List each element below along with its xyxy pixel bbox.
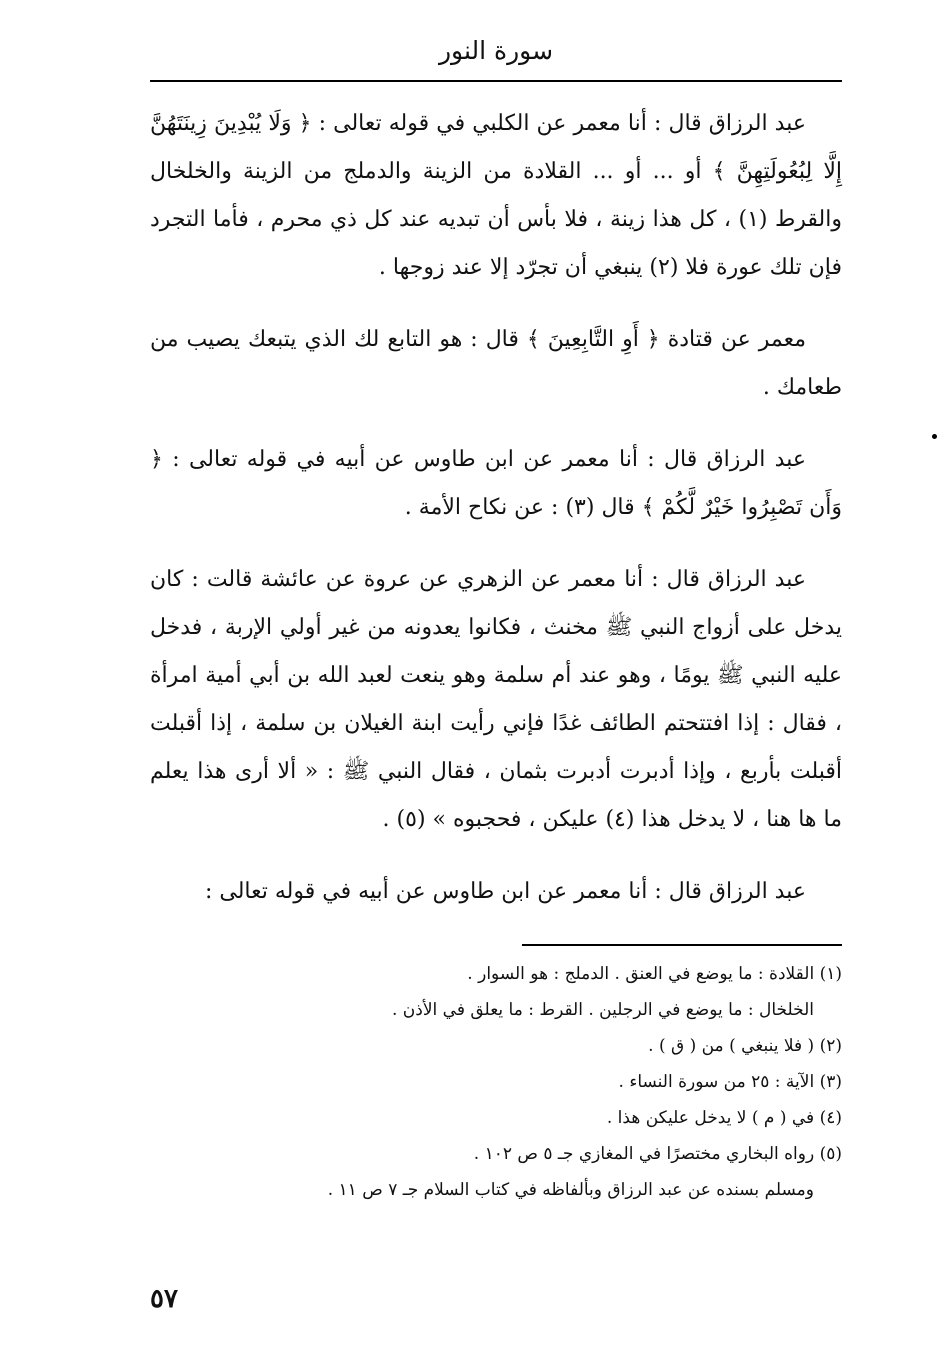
paragraph-3: عبد الرزاق قال : أنا معمر عن ابن طاوس عن أبيه في قوله تعالى : ﴿ وَأَن تَصْبِرُوا خَيْرٌ لَّكُمْ ﴾ قال (٣) : عن نكاح الأمة .: [150, 447, 842, 520]
footnotes: [150, 956, 842, 1208]
margin-mark: [932, 434, 937, 439]
surah-title: سورة النور: [438, 36, 554, 65]
paragraph-1: عبد الرزاق قال : أنا معمر عن الكلبي في قوله تعالى : ﴿ وَلَا يُبْدِينَ زِينَتَهُنَّ إِلَّا لِبُعُولَتِهِنَّ ﴾ أو ... أو ... القلادة من الزينة والدملج من الزينة والخلخال والقرط (١) ، كل هذا زينة ، فلا بأس أن تبديه عند كل ذي محرم ، فأما التجرد فإن تلك عورة فلا (٢) ينبغي أن تجرّد إلا عند زوجها .: [150, 111, 842, 280]
footnote-1: (١) القلادة : ما يوضع في العنق . الدملج : هو السوار .: [467, 964, 842, 984]
main-text: [150, 100, 842, 916]
footnote-5-continued: ومسلم بسنده عن عبد الرزاق وبألفاظه في كتاب السلام جـ ٧ ص ١١ .: [327, 1180, 814, 1200]
running-header: [150, 30, 842, 82]
paragraph-5: عبد الرزاق قال : أنا معمر عن ابن طاوس عن أبيه في قوله تعالى :: [204, 879, 806, 904]
footnote-2: (٢) ( فلا ينبغي ) من ( ق ) .: [648, 1036, 842, 1056]
paragraph-2: معمر عن قتادة ﴿ أَوِ التَّابِعِينَ ﴾ قال : هو التابع لك الذي يتبعك يصيب من طعامك .: [150, 327, 842, 400]
footnote-5: (٥) رواه البخاري مختصرًا في المغازي جـ ٥ ص ١٠٢ .: [473, 1144, 842, 1164]
footnote-separator: [522, 944, 842, 946]
footnote-1-continued: الخلخال : ما يوضع في الرجلين . القرط : ما يعلق في الأذن .: [392, 1000, 814, 1020]
page-number: ٥٧: [150, 1284, 178, 1314]
paragraph-4: عبد الرزاق قال : أنا معمر عن الزهري عن عروة عن عائشة قالت : كان يدخل على أزواج النبي ﷺ مخنث ، فكانوا يعدونه من غير أولي الإربة ، فدخل عليه النبي ﷺ يومًا ، وهو عند أم سلمة وهو ينعت لعبد الله بن أبي أمية امرأة ، فقال : إذا افتتحتم الطائف غدًا فإني رأيت ابنة الغيلان بن سلمة ، إذا أقبلت أقبلت بأربع ، وإذا أدبرت أدبرت بثمان ، فقال النبي ﷺ : « ألا أرى هذا يعلم ما ها هنا ، لا يدخل هذا (٤) عليكن ، فحجبوه » (٥) .: [150, 567, 842, 832]
footnote-4: (٤) في ( م ) لا يدخل عليكن هذا .: [606, 1108, 842, 1128]
footnote-3: (٣) الآية : ٢٥ من سورة النساء .: [618, 1072, 842, 1092]
